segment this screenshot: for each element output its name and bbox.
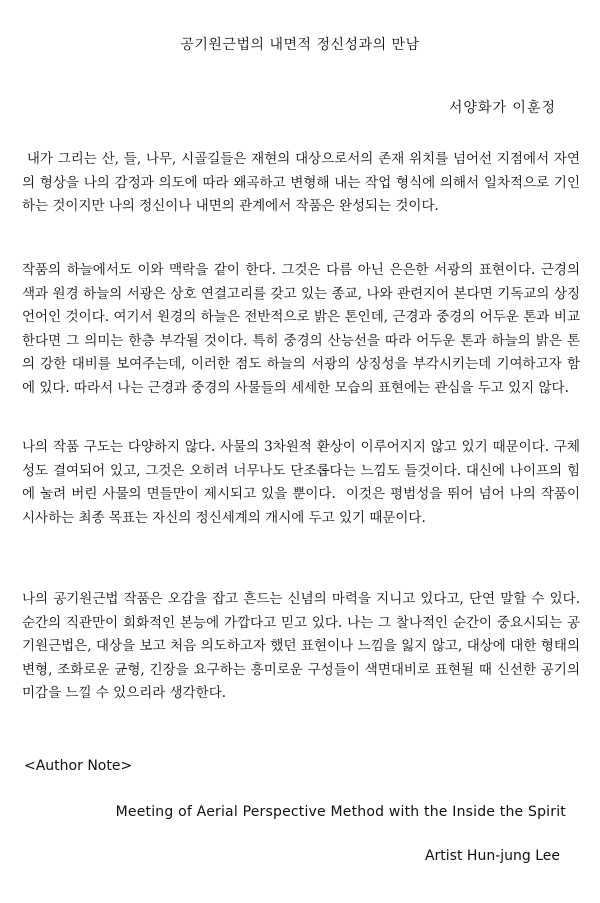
author-note-label: <Author Note> [24,758,133,774]
paragraph-text: 내가 그리는 산, 들, 나무, 시골길들은 재현의 대상으로서의 존재 위치를 넘어선 지점에서 자연의 형상을 나의 감정과 의도에 따라 왜곡하고 변형해 내는 작업 형식에 의해서 일차적으로 기인하는 것이지만 나의 정신이나 내면의 관계에서 작품은 완성되는 것이다. [22,151,581,214]
paragraph-text: 나의 공기원근법 작품은 오감을 잡고 흔드는 신념의 마력을 지니고 있다고, 단연 말할 수 있다. 순간의 직관만이 회화적인 본능에 가깝다고 믿고 있다. 나는 그 찰나적인 순간이 중요시되는 공기원근법은, 대상을 보고 처음 의도하고자 했던 표현이나 느낌을 잃지 않고, 대상에 대한 형태의 변형, 조화로운 균형, 긴장을 요구하는 흥미로운 구성들이 색면대비로 표현될 때 신선한 공기의 미감을 느낄 수 있으리라 생각한다. [22,591,589,701]
author-name-korean: 서양화가 이훈정 [448,100,556,116]
paragraph-text: 작품의 하늘에서도 이와 맥락을 같이 한다. 그것은 다름 아닌 은은한 서광의 표현이다. 근경의 색과 원경 하늘의 서광은 상호 연결고리를 갖고 있는 종교, 나와 관련지어 본다면 기독교의 상징언어인 것이다. 여기서 원경의 하늘은 전반적으로 밝은 톤인데, 근경과 중경의 어두운 톤과 비교한다면 그 의미는 한층 부각될 것이다. 특히 중경의 산능선을 따라 어두운 톤과 하늘의 밝은 톤의 강한 대비를 보여주는데, 이러한 점도 하늘의 서광의 상징성을 부각시키는데 기여하고자 함에 있다. 따라서 나는 근경과 중경의 사물들의 세세한 모습의 표현에는 관심을 두고 있지 않다. [22,262,585,396]
paragraph-1 [22,148,580,219]
paragraph-3 [22,436,585,530]
author-name-english: Artist Hun-jung Lee [424,848,560,864]
paragraph-text: 나의 작품 구도는 다양하지 않다. 사물의 3차원적 환상이 이루어지지 않고 있기 때문이다. 구체성도 결여되어 있고, 그것은 오히려 너무나도 단조롭다는 느낌도 들것이다. 대신에 나이프의 힘에 눌려 버린 사물의 면들만이 제시되고 있을 뿐이다. 이것은 평범성을 뛰어 넘어 나의 작품이 시사하는 최종 목표는 자신의 정신세계의 개시에 두고 있기 때문이다. [22,439,585,526]
document-title: 공기원근법의 내면적 정신성과의 만남 [180,37,420,53]
paragraph-4 [22,588,589,706]
english-title: Meeting of Aerial Perspective Method with the Inside the Spirit [115,804,566,820]
paragraph-2 [22,259,585,400]
